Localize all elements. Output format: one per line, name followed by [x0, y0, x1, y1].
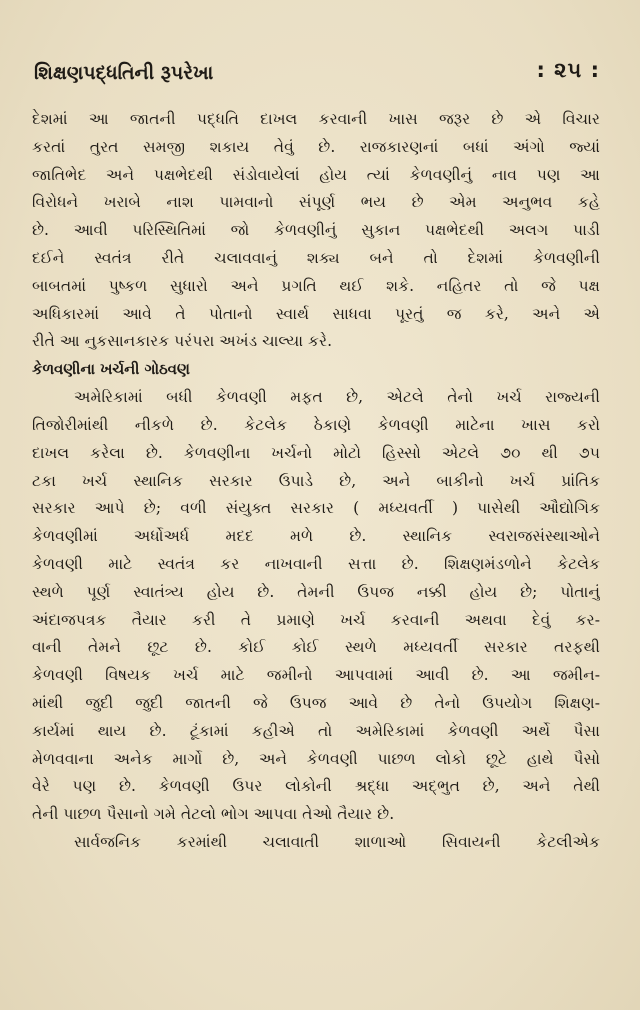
page-header [32, 58, 600, 96]
text-line: અંદાજપત્રક તૈયાર કરી તે પ્રમાણે ખર્ચ કરવાની અથવા દેવું કર- [32, 610, 600, 629]
text-line: વિરોધને ખરાબે નાશ પામવાનો સંપૂર્ણ ભય છે એમ અનુભવ કહે [32, 193, 600, 212]
text-line: કરતાં તુરત સમજી શકાય તેવું છે. રાજકારણનાં બધાં અંગો જ્યાં [32, 137, 600, 156]
paragraph-2 [32, 384, 600, 829]
paragraph-1 [32, 106, 600, 356]
page-number: : ૨૫ : [536, 58, 600, 82]
section-heading: કેળવણીના ખર્ચની ગોઠવણ [32, 361, 190, 379]
text-line: સાર્વજનિક કરમાંથી ચલાવાતી શાળાઓ સિવાયની કેટલીએક [74, 832, 600, 851]
text-line: દાખલ કરેલા છે. કેળવણીના ખર્ચનો મોટો હિસ્સો એટલે ૭૦ થી ૭૫ [32, 443, 600, 462]
text-line: કેળવણી માટે સ્વતંત્ર કર નાખવાની સત્તા છે. શિક્ષણમંડળોને કેટલેક [32, 554, 600, 573]
text-line: કાર્યમાં થાય છે. ટૂંકામાં કહીએ તો અમેરિકામાં કેળવણી અર્થે પૈસા [32, 721, 600, 740]
running-title: શિક્ષણપદ્ધતિની રૂપરેખા [34, 62, 214, 84]
text-line: તિજોરીમાંથી નીકળે છે. કેટલેક ઠેકાણે કેળવણી માટેના ખાસ કરો [32, 415, 600, 434]
text-line: ટકા ખર્ચ સ્થાનિક સરકાર ઉપાડે છે, અને બાકીનો ખર્ચ પ્રાંતિક [32, 471, 600, 490]
text-line: મેળવવાના અનેક માર્ગો છે, અને કેળવણી પાછળ લોકો છૂટે હાથે પૈસો [32, 749, 600, 768]
text-line: કેળવણીમાં અર્ધોઅર્ધ મદદ મળે છે. સ્થાનિક સ્વરાજસંસ્થાઓને [32, 527, 600, 546]
paragraph-3 [32, 829, 600, 857]
text-line: વાની તેમને છૂટ છે. કોઈ કોઈ સ્થળે મધ્યવર્તી સરકાર તરફથી [32, 638, 600, 657]
text-line: વેરે પણ છે. કેળવણી ઉપર લોકોની શ્રદ્ધા અદ્ભુત છે, અને તેથી [32, 777, 600, 796]
text-line: તેની પાછળ પૈસાનો ગમે તેટલો ભોગ આપવા તેઓ તૈયાર છે. [32, 805, 395, 824]
text-line: બાબતમાં પુષ્કળ સુધારો અને પ્રગતિ થઈ શકે. નહિતર તો જે પક્ષ [32, 276, 600, 295]
body-text [32, 106, 600, 857]
text-line: સરકાર આપે છે; વળી સંયુક્ત સરકાર ( મધ્યવર્તી ) પાસેથી ઔદ્યોગિક [32, 499, 600, 518]
text-line: દઈને સ્વતંત્ર રીતે ચલાવવાનું શક્ય બને તો દેશમાં કેળવણીની [32, 248, 600, 267]
text-line: માંથી જુદી જુદી જાતની જે ઉપજ આવે છે તેનો ઉપયોગ શિક્ષણ- [32, 693, 600, 712]
text-line: દેશમાં આ જાતની પદ્ધતિ દાખલ કરવાની ખાસ જરૂર છે એ વિચાર [32, 110, 600, 128]
text-line: જાતિભેદ અને પક્ષભેદથી સંડોવાયેલાં હોય ત્યાં કેળવણીનું નાવ પણ આ [32, 165, 600, 184]
text-line: છે. આવી પરિસ્થિતિમાં જો કેળવણીનું સુકાન પક્ષભેદથી અલગ પાડી [32, 221, 600, 240]
text-line: કેળવણી વિષયક ખર્ચ માટે જમીનો આપવામાં આવી છે. આ જમીન- [32, 666, 600, 685]
text-line: રીતે આ નુકસાનકારક પરંપરા અખંડ ચાલ્યા કરે. [32, 332, 333, 351]
text-line: અધિકારમાં આવે તે પોતાનો સ્વાર્થ સાધવા પૂરતું જ કરે, અને એ [32, 304, 600, 323]
text-line: સ્થળે પૂર્ણ સ્વાતંત્ર્ય હોય છે. તેમની ઉપજ નક્કી હોય છે; પોતાનું [32, 582, 600, 601]
text-line: અમેરિકામાં બધી કેળવણી મફત છે, એટલે તેનો ખર્ચ રાજ્યની [74, 388, 600, 407]
